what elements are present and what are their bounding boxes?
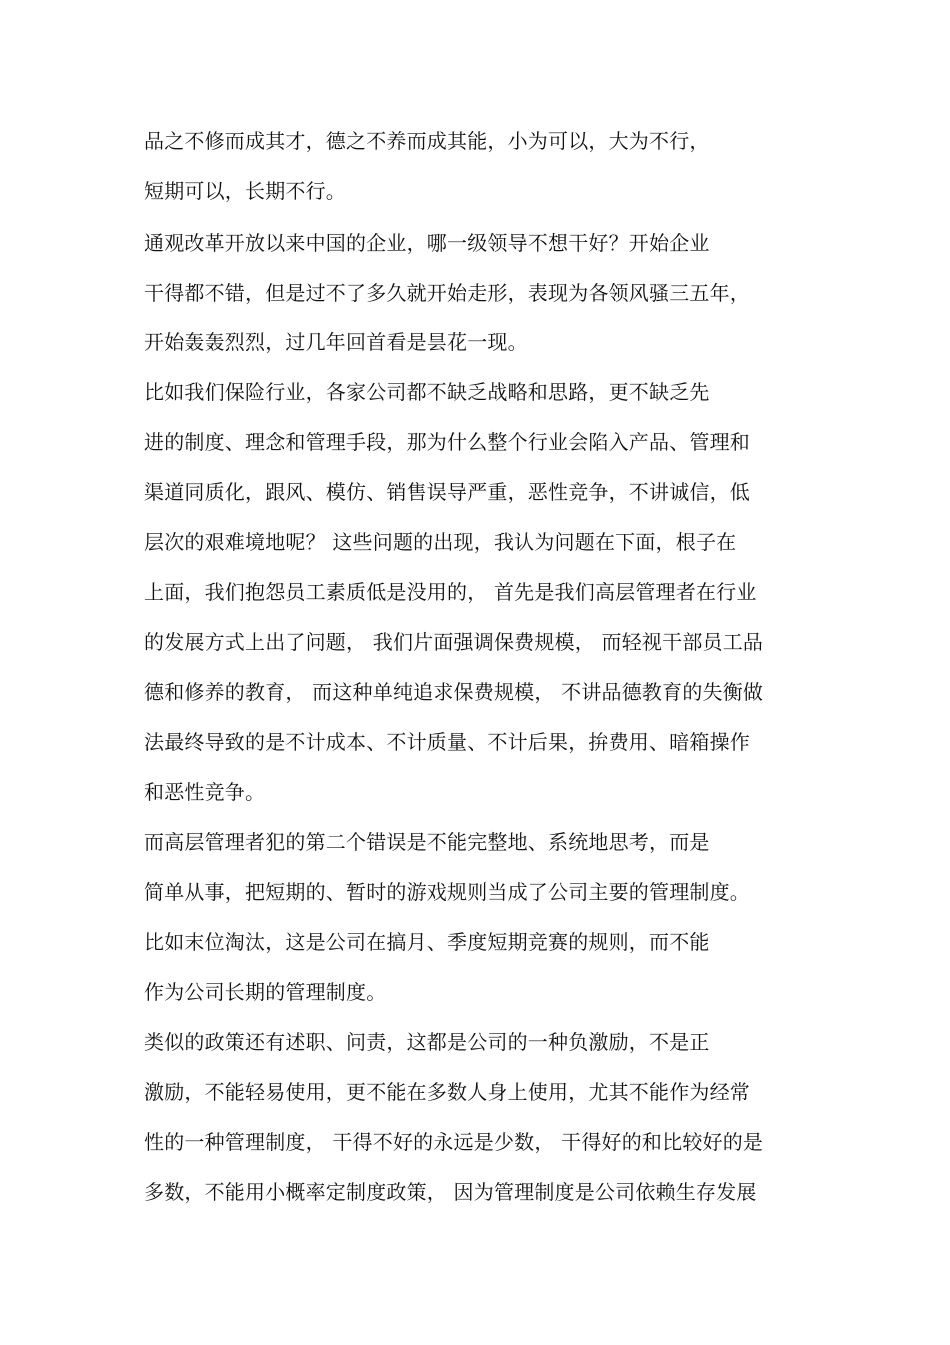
text-line: 比如我们保险行业，各家公司都不缺乏战略和思路，更不缺乏先 bbox=[144, 380, 710, 404]
text-line: 进的制度、理念和管理手段，那为什么整个行业会陷入产品、管理和 bbox=[144, 430, 750, 454]
text-line: 德和修养的教育， 而这种单纯追求保费规模， 不讲品德教育的失衡做 bbox=[144, 680, 764, 704]
text-line: 和恶性竞争。 bbox=[144, 780, 266, 804]
text-line: 而高层管理者犯的第二个错误是不能完整地、系统地思考，而是 bbox=[144, 830, 710, 854]
text-line: 激励，不能轻易使用，更不能在多数人身上使用，尤其不能作为经常 bbox=[144, 1080, 750, 1104]
text-line: 短期可以，长期不行。 bbox=[144, 179, 346, 203]
text-line: 的发展方式上出了问题， 我们片面强调保费规模， 而轻视干部员工品 bbox=[144, 630, 764, 654]
text-line: 通观改革开放以来中国的企业，哪一级领导不想干好？开始企业 bbox=[144, 231, 710, 255]
text-line: 性的一种管理制度， 干得不好的永远是少数， 干得好的和比较好的是 bbox=[144, 1130, 764, 1154]
text-line: 类似的政策还有述职、问责，这都是公司的一种负激励，不是正 bbox=[144, 1030, 710, 1054]
text-line: 法最终导致的是不计成本、不计质量、不计后果，拚费用、暗箱操作 bbox=[144, 730, 750, 754]
text-line: 开始轰轰烈烈，过几年回首看是昙花一现。 bbox=[144, 330, 528, 354]
text-line: 多数，不能用小概率定制度政策， 因为管理制度是公司依赖生存发展 bbox=[144, 1180, 757, 1204]
text-line: 作为公司长期的管理制度。 bbox=[144, 980, 387, 1004]
text-line: 层次的艰难境地呢？ 这些问题的出现，我认为问题在下面，根子在 bbox=[144, 530, 737, 554]
text-line: 干得都不错，但是过不了多久就开始走形，表现为各领风骚三五年， bbox=[144, 281, 750, 305]
text-line: 品之不修而成其才，德之不养而成其能，小为可以，大为不行， bbox=[144, 129, 710, 153]
text-line: 简单从事，把短期的、暂时的游戏规则当成了公司主要的管理制度。 bbox=[144, 880, 750, 904]
text-line: 比如末位淘汰，这是公司在搞月、季度短期竞赛的规则，而不能 bbox=[144, 930, 710, 954]
text-line: 渠道同质化，跟风、模仿、销售误导严重，恶性竞争，不讲诚信，低 bbox=[144, 480, 750, 504]
text-line: 上面，我们抱怨员工素质低是没用的， 首先是我们高层管理者在行业 bbox=[144, 580, 757, 604]
